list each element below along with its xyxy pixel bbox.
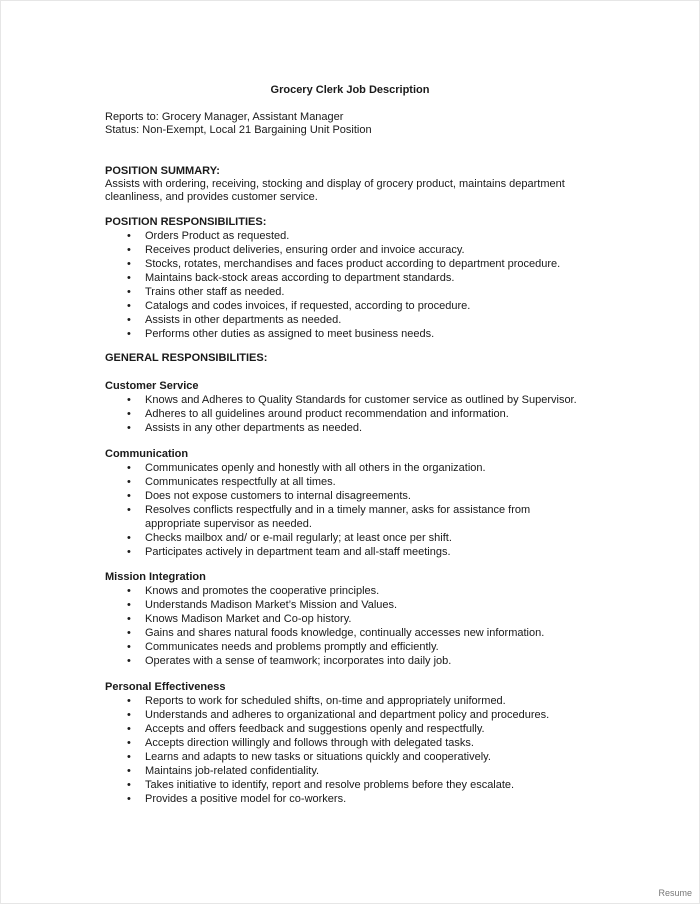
- list-item: • Communicates respectfully at all times.: [127, 476, 336, 488]
- bullet-icon: •: [127, 723, 131, 735]
- document-title: Grocery Clerk Job Description: [270, 84, 430, 96]
- bullet-icon: •: [127, 641, 131, 653]
- list-item: • Assists in other departments as needed.: [127, 314, 342, 326]
- list-item: • Assists in any other departments as needed.: [127, 422, 363, 434]
- personal-effectiveness-list: [105, 694, 549, 806]
- bullet-icon: •: [127, 599, 131, 611]
- list-item: • Communicates needs and problems promptly and efficiently.: [127, 641, 439, 653]
- bullet-icon: •: [127, 462, 131, 474]
- list-item: • Understands Madison Market’s Mission and Values.: [127, 599, 398, 611]
- bullet-icon: •: [127, 422, 131, 434]
- list-item: • Takes initiative to identify, report and resolve problems before they escalate.: [127, 779, 515, 791]
- bullet-icon: •: [127, 258, 131, 270]
- bullet-icon: •: [127, 272, 131, 284]
- bullet-icon: •: [127, 546, 131, 558]
- bullet-icon: •: [127, 328, 131, 340]
- list-item: • Checks mailbox and/ or e-mail regularly; at least once per shift.: [127, 532, 452, 544]
- bullet-icon: •: [127, 613, 131, 625]
- position-responsibilities-heading: POSITION RESPONSIBILITIES:: [105, 216, 267, 228]
- bullet-icon: •: [127, 504, 131, 516]
- bullet-icon: •: [127, 490, 131, 502]
- list-item: • Provides a positive model for co-workers.: [127, 793, 347, 805]
- list-item: • Does not expose customers to internal disagreements.: [127, 490, 411, 502]
- customer-service-heading: Customer Service: [105, 380, 199, 392]
- bullet-icon: •: [127, 394, 131, 406]
- bullet-icon: •: [127, 779, 131, 791]
- list-item: • Adheres to all guidelines around product recommendation and information.: [127, 408, 509, 420]
- list-item: • Stocks, rotates, merchandises and faces product according to department procedure.: [127, 258, 561, 270]
- status-line: Status: Non-Exempt, Local 21 Bargaining Unit Position: [105, 124, 372, 136]
- bullet-icon: •: [127, 230, 131, 242]
- position-summary-text-1: Assists with ordering, receiving, stocking and display of grocery product, maintains department: [105, 178, 565, 190]
- list-item: • Learns and adapts to new tasks or situations quickly and cooperatively.: [127, 751, 491, 763]
- list-item: • Catalogs and codes invoices, if requested, according to procedure.: [127, 300, 471, 312]
- list-item: • Maintains back-stock areas according to department standards.: [127, 272, 455, 284]
- bullet-icon: •: [127, 244, 131, 256]
- list-item: • Reports to work for scheduled shifts, on-time and appropriately uniformed.: [127, 695, 506, 707]
- list-item: • Accepts and offers feedback and suggestions openly and respectfully.: [127, 723, 485, 735]
- list-item: • Gains and shares natural foods knowledge, continually accesses new information.: [127, 627, 545, 639]
- general-responsibilities-heading: GENERAL RESPONSIBILITIES:: [105, 352, 268, 364]
- list-item: • Orders Product as requested.: [127, 230, 290, 242]
- mission-integration-heading: Mission Integration: [105, 571, 206, 583]
- bullet-icon: •: [127, 695, 131, 707]
- position-responsibilities-list: [105, 229, 560, 341]
- bullet-icon: •: [127, 655, 131, 667]
- bullet-icon: •: [127, 793, 131, 805]
- list-item: • Accepts direction willingly and follows through with delegated tasks.: [127, 737, 474, 749]
- list-item: • Understands and adheres to organizational and department policy and procedures.: [127, 709, 550, 721]
- list-item: • Knows and Adheres to Quality Standards for customer service as outlined by Supervisor.: [127, 394, 577, 406]
- list-item: • Maintains job-related confidentiality.: [127, 765, 320, 777]
- bullet-icon: •: [127, 709, 131, 721]
- list-item: • Trains other staff as needed.: [127, 286, 285, 298]
- personal-effectiveness-heading: Personal Effectiveness: [105, 681, 226, 693]
- bullet-icon: •: [127, 314, 131, 326]
- bullet-icon: •: [127, 585, 131, 597]
- customer-service-list: [105, 393, 577, 435]
- list-item: • Knows and promotes the cooperative principles.: [127, 585, 380, 597]
- list-item: • Communicates openly and honestly with all others in the organization.: [127, 462, 486, 474]
- list-item: • Receives product deliveries, ensuring order and invoice accuracy.: [127, 244, 465, 256]
- list-item: • Participates actively in department team and all-staff meetings.: [127, 546, 451, 558]
- bullet-icon: •: [127, 300, 131, 312]
- bullet-icon: •: [127, 476, 131, 488]
- bullet-icon: •: [127, 627, 131, 639]
- watermark: Resume: [658, 888, 692, 898]
- bullet-icon: •: [127, 751, 131, 763]
- bullet-icon: •: [127, 408, 131, 420]
- list-item: • Performs other duties as assigned to meet business needs.: [127, 328, 435, 340]
- bullet-icon: •: [127, 737, 131, 749]
- communication-list: [105, 461, 565, 559]
- list-item: • Operates with a sense of teamwork; incorporates into daily job.: [127, 655, 452, 667]
- bullet-icon: •: [127, 765, 131, 777]
- bullet-icon: •: [127, 286, 131, 298]
- position-summary-text-2: cleanliness, and provides customer service.: [105, 191, 318, 203]
- mission-integration-list: [105, 584, 544, 668]
- bullet-icon: •: [127, 532, 131, 544]
- reports-to-line: Reports to: Grocery Manager, Assistant Manager: [105, 111, 344, 123]
- communication-heading: Communication: [105, 448, 189, 460]
- list-item: • Knows Madison Market and Co-op history.: [127, 613, 352, 625]
- position-summary-heading: POSITION SUMMARY:: [105, 165, 220, 177]
- list-item: • Resolves conflicts respectfully and in a timely manner, asks for assistance from appropriate supervisor as needed.: [127, 504, 531, 530]
